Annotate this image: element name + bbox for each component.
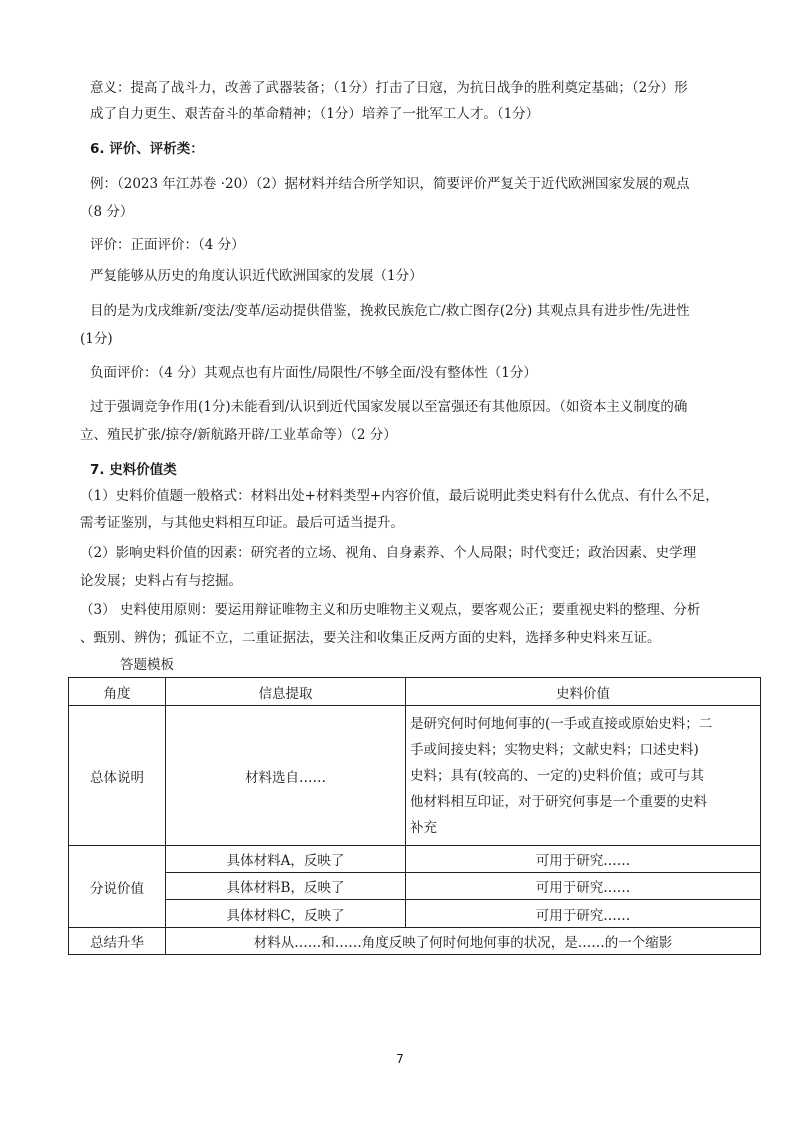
info-cell: 材料选自…… (166, 706, 406, 846)
text-line: （3） 史料使用原则：要运用辩证唯物主义和历史唯物主义观点，要客观公正；要重视史料的整理、分析 (80, 602, 701, 618)
table-row-detail (69, 873, 761, 900)
text-line: 目的是为戊戌维新/变法/变革/运动提供借鉴，挽救民族危亡/救亡图存(2分) 其观点具有进步性/先进性 (90, 303, 690, 319)
text-line: 、甄别、辨伪；孤证不立，二重证据法，要关注和收集正反两方面的史料，选择多种史料来互证。 (80, 630, 661, 646)
info-cell: 具体材料A，反映了 (166, 846, 406, 873)
summary-cell: 材料从……和……角度反映了何时何地何事的状况，是……的一个缩影 (166, 928, 761, 955)
text-line: 意义：提高了战斗力，改善了武器装备；（1分）打击了日寇，为抗日战争的胜利奠定基础；（2分）形 (90, 80, 688, 96)
value-cell (406, 706, 761, 846)
info-cell: 具体材料B，反映了 (166, 873, 406, 900)
value-line: 补充 (410, 819, 437, 836)
value-cell: 可用于研究…… (406, 846, 761, 873)
value-line: 手或间接史料；实物史料；文献史料；口述史料) (410, 741, 699, 758)
text-line: 需考证鉴别，与其他史料相互印证。最后可适当提升。 (80, 515, 404, 531)
table-row-overall (69, 706, 761, 846)
value-cell: 可用于研究…… (406, 873, 761, 900)
table-caption: 答题模板 (120, 657, 174, 673)
column-header: 角度 (69, 678, 166, 706)
text-line: 立、殖民扩张/掠夺/新航路开辟/工业革命等）（2 分） (80, 427, 397, 443)
text-line: （1）史料价值题一般格式：材料出处+材料类型+内容价值，最后说明此类史料有什么优点、有什么不足， (80, 488, 719, 504)
table-row-summary (69, 928, 761, 955)
answer-template-table (68, 677, 761, 955)
row-label: 总结升华 (69, 928, 166, 955)
section-heading: 6. 评价、评析类： (90, 141, 204, 157)
table-row-detail (69, 900, 761, 928)
text-line: 例：（2023 年江苏卷 ·20）（2）据材料并结合所学知识，简要评价严复关于近代欧洲国家发展的观点 (90, 176, 690, 192)
info-cell: 具体材料C，反映了 (166, 900, 406, 928)
text-line: 负面评价：（4 分）其观点也有片面性/局限性/不够全面/没有整体性（1分） (90, 365, 537, 381)
row-label: 总体说明 (69, 706, 166, 846)
page-number: 7 (396, 1052, 404, 1066)
table-header-row (69, 678, 761, 706)
text-line: 评价：正面评价：（4 分） (90, 237, 245, 253)
text-line: 严复能够从历史的角度认识近代欧洲国家的发展（1分） (90, 268, 423, 284)
value-line: 他材料相互印证，对于研究何事是一个重要的史料 (410, 793, 707, 810)
column-header: 史料价值 (406, 678, 761, 706)
text-line: 过于强调竞争作用(1分)未能看到/认识到近代国家发展以至富强还有其他原因。（如资本主义制度的确 (90, 399, 688, 415)
text-line: 成了自力更生、艰苦奋斗的革命精神；（1分）培养了一批军工人才。（1分） (90, 106, 540, 122)
column-header: 信息提取 (166, 678, 406, 706)
value-line: 是研究何时何地何事的(一手或直接或原始史料；二 (410, 715, 713, 732)
text-line: (1分) (80, 331, 113, 347)
value-cell: 可用于研究…… (406, 900, 761, 928)
table-row-detail (69, 846, 761, 873)
text-line: （2）影响史料价值的因素：研究者的立场、视角、自身素养、个人局限；时代变迁；政治因素、史学理 (80, 545, 697, 561)
value-line: 史料；具有(较高的、一定的)史料价值；或可与其 (410, 767, 705, 784)
text-line: 论发展；史料占有与挖掘。 (80, 573, 242, 589)
text-line: （8 分） (80, 204, 134, 220)
section-heading: 7. 史料价值类 (90, 462, 177, 478)
row-label: 分说价值 (69, 846, 166, 928)
